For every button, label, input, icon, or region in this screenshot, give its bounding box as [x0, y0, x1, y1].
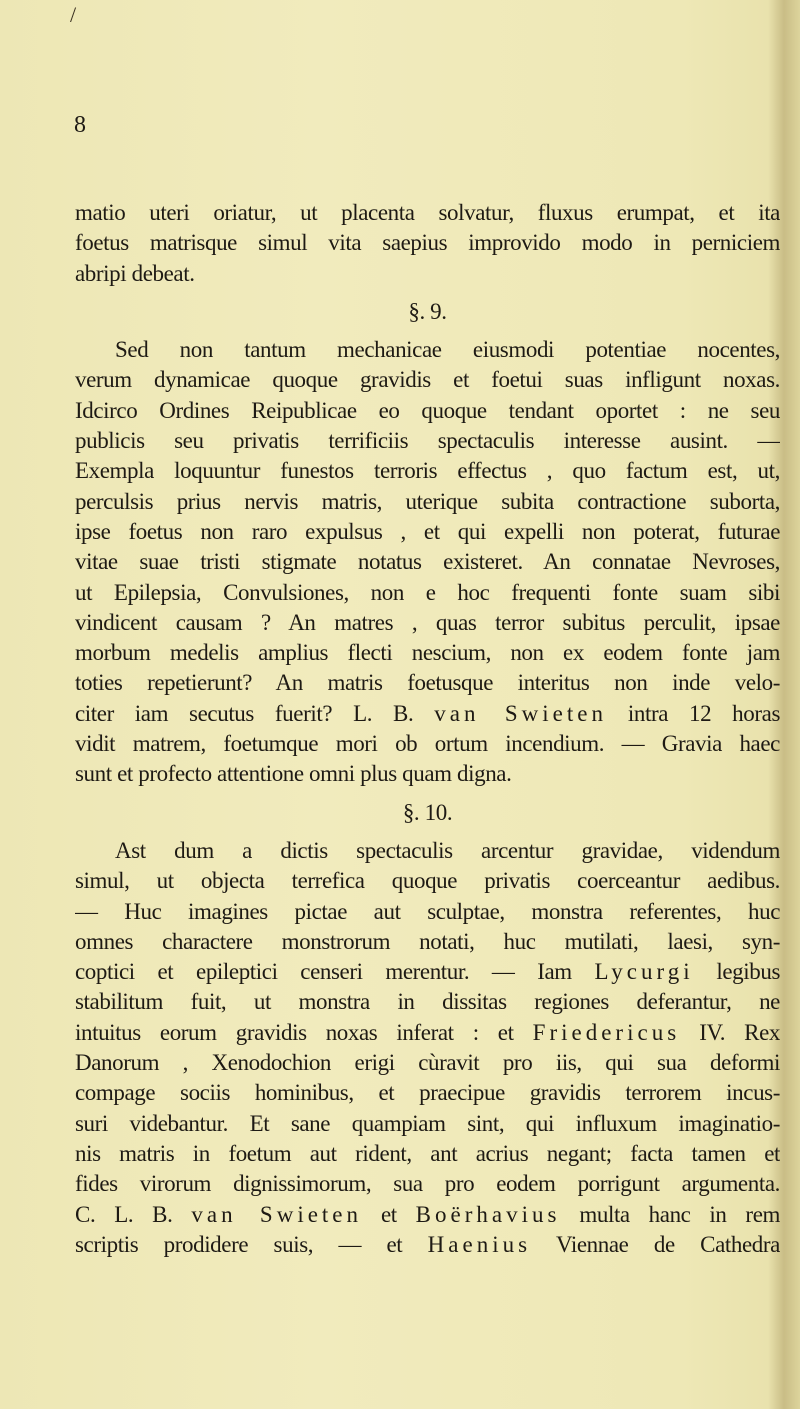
spaced-name: van Swieten	[434, 700, 607, 726]
text-line	[75, 987, 780, 1017]
text-segment: omnes charactere monstrorum notati, huc mutilati, laesi, syn-	[75, 928, 780, 954]
text-segment: citer iam secutus fuerit? L. B.	[75, 700, 435, 726]
text-segment: intuitus eorum gravidis noxas inferat : et	[75, 1019, 533, 1045]
text-line	[75, 426, 780, 456]
text-segment: vidit matrem, foetumque mori ob ortum incendium. — Gravia haec	[75, 731, 780, 757]
text-line	[75, 866, 780, 896]
text-segment: sunt et profecto attentione omni plus quam digna.	[75, 761, 512, 787]
text-line	[75, 927, 780, 957]
text-segment: IV. Rex	[680, 1019, 780, 1045]
text-segment: nis matris in foetum aut rident, ant acrius negant; facta tamen et	[75, 1140, 780, 1166]
spaced-name: Haenius	[427, 1231, 532, 1257]
text-line	[75, 1078, 780, 1108]
text-segment: Viennae de Cathedra	[531, 1231, 780, 1257]
text-segment: stabilitum fuit, ut monstra in dissitas regiones deferantur, ne	[75, 989, 780, 1015]
text-segment: Sed non tantum mechanicae eiusmodi potentiae nocentes,	[115, 337, 780, 363]
text-segment: perculsis prius nervis matris, uterique subita contractione suborta,	[75, 488, 780, 514]
text-segment: suri videbantur. Et sane quampiam sint, qui influxum imaginatio-	[75, 1110, 780, 1136]
text-segment: §. 9.	[408, 298, 447, 324]
text-line	[75, 1230, 780, 1260]
text-line	[75, 259, 780, 289]
text-line	[75, 729, 780, 759]
text-segment: toties repetierunt? An matris foetusque interitus non inde velo-	[75, 670, 780, 696]
text-line	[75, 759, 780, 789]
text-segment: Exempla loquuntur funestos terroris effectus , quo factum est, ut,	[75, 458, 780, 484]
text-line	[75, 1200, 780, 1230]
page-number: 8	[74, 112, 86, 138]
body-text	[75, 198, 780, 1260]
text-line	[75, 198, 780, 228]
text-segment: Danorum , Xenodochion erigi cùravit pro iis, qui sua deformi	[75, 1050, 780, 1076]
text-segment: compage sociis hominibus, et praecipue gravidis terrorem incus-	[75, 1080, 780, 1106]
text-segment: C. L. B.	[75, 1201, 192, 1227]
text-line	[75, 638, 780, 668]
text-line	[75, 668, 780, 698]
text-segment: intra 12 horas	[606, 700, 780, 726]
text-line	[75, 517, 780, 547]
text-segment: verum dynamicae quoque gravidis et foetui suas infligunt noxas.	[75, 367, 780, 393]
spaced-name: Lycurgi	[594, 959, 694, 985]
text-line	[75, 608, 780, 638]
section-heading	[75, 798, 780, 828]
text-segment: et	[362, 1201, 416, 1227]
text-segment: coptici et epileptici censeri merentur. — Iam	[75, 959, 595, 985]
text-line	[75, 335, 780, 365]
section-heading	[75, 297, 780, 327]
text-segment: morbum medelis amplius flecti nescium, non ex eodem fonte jam	[75, 640, 780, 666]
text-segment: — Huc imagines pictae aut sculptae, monstra referentes, huc	[75, 898, 780, 924]
text-line	[75, 897, 780, 927]
text-line	[75, 1048, 780, 1078]
text-segment: vitae suae tristi stigmate notatus existeret. An connatae Nevroses,	[75, 549, 780, 575]
text-line	[75, 487, 780, 517]
text-line	[75, 1109, 780, 1139]
text-line	[75, 1169, 780, 1199]
text-line	[75, 578, 780, 608]
corner-pencil-mark: /	[70, 2, 77, 27]
text-segment: ipse foetus non raro expulsus , et qui expelli non poterat, futurae	[75, 518, 780, 544]
text-line	[75, 1139, 780, 1169]
text-line	[75, 456, 780, 486]
text-segment: simul, ut objecta terrefica quoque privatis coerceantur aedibus.	[75, 868, 780, 894]
text-segment: publicis seu privatis terrificiis spectaculis interesse ausint. —	[75, 428, 780, 454]
text-segment: vindicent causam ? An matres , quas terror subitus perculit, ipsae	[75, 609, 780, 635]
text-line	[75, 699, 780, 729]
text-segment: Ast dum a dictis spectaculis arcentur gravidae, videndum	[115, 837, 780, 863]
text-line	[75, 957, 780, 987]
text-segment: foetus matrisque simul vita saepius improvido modo in perniciem	[75, 230, 780, 256]
text-segment: §. 10.	[402, 799, 453, 825]
text-segment: fides virorum dignissimorum, sua pro eodem porrigunt argumenta.	[75, 1171, 780, 1197]
text-line	[75, 228, 780, 258]
text-line	[75, 365, 780, 395]
text-segment: Idcirco Ordines Reipublicae eo quoque tendant oportet : ne seu	[75, 397, 780, 423]
text-line	[75, 1018, 780, 1048]
text-segment: scriptis prodidere suis, — et	[75, 1231, 428, 1257]
text-segment: matio uteri oriatur, ut placenta solvatur, fluxus erumpat, et ita	[75, 200, 780, 225]
text-line	[75, 396, 780, 426]
text-segment: abripi debeat.	[75, 260, 195, 286]
spaced-name: Boërhavius	[415, 1201, 561, 1227]
text-segment: legibus	[693, 959, 780, 985]
text-line	[75, 836, 780, 866]
text-line	[75, 547, 780, 577]
spaced-name: Friedericus	[532, 1019, 681, 1045]
spaced-name: van Swieten	[191, 1201, 363, 1227]
text-segment: ut Epilepsia, Convulsiones, non e hoc frequenti fonte suam sibi	[75, 579, 780, 605]
text-segment: multa hanc in rem	[560, 1201, 780, 1227]
